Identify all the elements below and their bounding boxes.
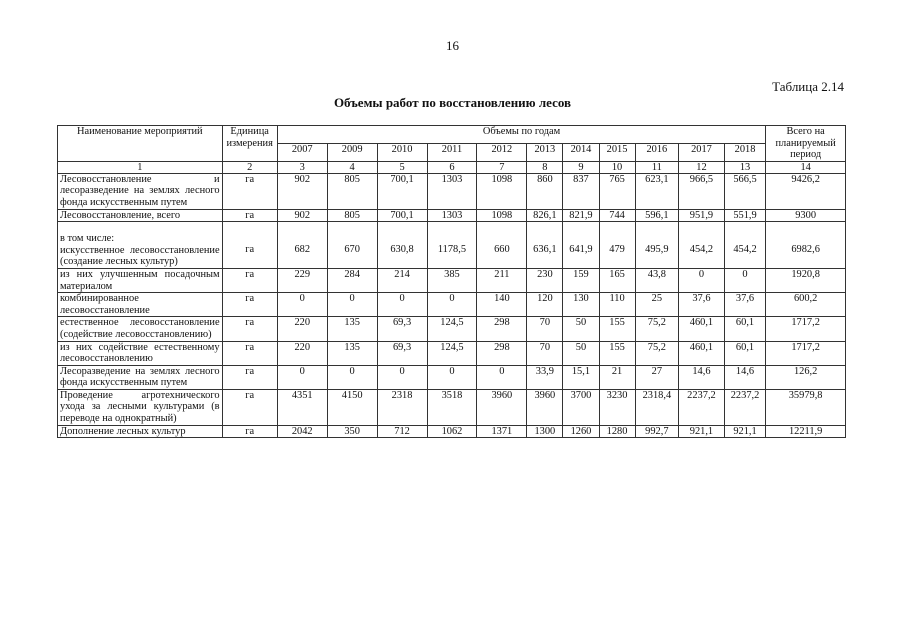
row-value: 765 <box>599 173 635 209</box>
row-value: 4150 <box>327 389 377 425</box>
row-value: 805 <box>327 209 377 222</box>
row-total: 12211,9 <box>766 425 846 438</box>
row-value: 27 <box>635 365 679 389</box>
row-total: 9426,2 <box>766 173 846 209</box>
row-value: 75,2 <box>635 317 679 341</box>
column-number: 10 <box>599 161 635 173</box>
row-value: 596,1 <box>635 209 679 222</box>
row-value: 1062 <box>427 425 477 438</box>
row-value: 214 <box>377 268 427 292</box>
row-name-text: искусственное лесовосстановление (создание лесных культур) <box>60 244 220 268</box>
row-value: 60,1 <box>724 317 765 341</box>
header-year: 2013 <box>527 143 563 161</box>
row-value: 0 <box>724 268 765 292</box>
row-value: 14,6 <box>679 365 725 389</box>
header-year: 2011 <box>427 143 477 161</box>
column-number: 12 <box>679 161 725 173</box>
row-value: 220 <box>277 341 327 365</box>
row-total: 35979,8 <box>766 389 846 425</box>
row-name-text: Лесоразведение на землях лесного фонда искусственным путем <box>60 365 220 389</box>
header-year: 2009 <box>327 143 377 161</box>
row-value: 921,1 <box>724 425 765 438</box>
row-value: 992,7 <box>635 425 679 438</box>
column-number: 8 <box>527 161 563 173</box>
row-value: 1098 <box>477 173 527 209</box>
row-value: 284 <box>327 268 377 292</box>
row-value: 120 <box>527 293 563 317</box>
row-name-text: Дополнение лесных культур <box>60 425 186 437</box>
row-value: 821,9 <box>563 209 599 222</box>
row-value: 385 <box>427 268 477 292</box>
row-value: 566,5 <box>724 173 765 209</box>
row-value: 2237,2 <box>724 389 765 425</box>
table-row <box>58 365 846 389</box>
row-value: 902 <box>277 173 327 209</box>
row-name-text: Лесовосстановление, всего <box>60 209 181 221</box>
row-value: 135 <box>327 341 377 365</box>
forest-restoration-table <box>57 125 846 438</box>
row-value: 110 <box>599 293 635 317</box>
row-value: 140 <box>477 293 527 317</box>
row-value: 0 <box>427 293 477 317</box>
header-year: 2018 <box>724 143 765 161</box>
row-value: 2042 <box>277 425 327 438</box>
row-value: 837 <box>563 173 599 209</box>
row-name-text: Лесовосстановление и лесоразведение на землях лесного фонда искусственным путем <box>60 173 220 208</box>
row-value: 155 <box>599 317 635 341</box>
row-value: 230 <box>527 268 563 292</box>
header-year: 2016 <box>635 143 679 161</box>
row-value: 805 <box>327 173 377 209</box>
row-name-text: из них содействие естественному лесовосстановлению <box>60 341 220 365</box>
row-value: 298 <box>477 317 527 341</box>
row-total: 126,2 <box>766 365 846 389</box>
table-row <box>58 425 846 438</box>
column-number: 11 <box>635 161 679 173</box>
row-value: 479 <box>599 222 635 269</box>
column-number: 7 <box>477 161 527 173</box>
header-year: 2015 <box>599 143 635 161</box>
row-name-text: Проведение агротехнического ухода за лесными культурами (в переводе на однократный) <box>60 389 220 425</box>
row-value: 630,8 <box>377 222 427 269</box>
row-total: 600,2 <box>766 293 846 317</box>
row-unit: га <box>222 268 277 292</box>
row-value: 682 <box>277 222 327 269</box>
row-total: 1717,2 <box>766 341 846 365</box>
column-number: 3 <box>277 161 327 173</box>
row-name <box>58 317 223 341</box>
header-year: 2010 <box>377 143 427 161</box>
row-value: 229 <box>277 268 327 292</box>
table-row <box>58 317 846 341</box>
row-value: 460,1 <box>679 341 725 365</box>
row-unit: га <box>222 425 277 438</box>
row-unit: га <box>222 341 277 365</box>
row-value: 4351 <box>277 389 327 425</box>
row-name <box>58 425 223 438</box>
row-value: 37,6 <box>679 293 725 317</box>
row-value: 43,8 <box>635 268 679 292</box>
header-year: 2017 <box>679 143 725 161</box>
row-value: 69,3 <box>377 341 427 365</box>
row-unit: га <box>222 317 277 341</box>
row-value: 135 <box>327 317 377 341</box>
row-value: 155 <box>599 341 635 365</box>
row-value: 70 <box>527 341 563 365</box>
row-value: 921,1 <box>679 425 725 438</box>
header-year: 2007 <box>277 143 327 161</box>
row-unit: га <box>222 173 277 209</box>
table-label: Таблица 2.14 <box>772 79 844 94</box>
row-value: 14,6 <box>724 365 765 389</box>
row-unit: га <box>222 365 277 389</box>
row-total: 9300 <box>766 209 846 222</box>
column-number: 1 <box>58 161 223 173</box>
row-value: 1371 <box>477 425 527 438</box>
row-value: 298 <box>477 341 527 365</box>
column-number: 9 <box>563 161 599 173</box>
row-value: 130 <box>563 293 599 317</box>
table-row <box>58 173 846 209</box>
row-value: 744 <box>599 209 635 222</box>
row-value: 2318,4 <box>635 389 679 425</box>
table-row <box>58 268 846 292</box>
row-value: 159 <box>563 268 599 292</box>
table-row <box>58 293 846 317</box>
row-value: 165 <box>599 268 635 292</box>
header-volumes: Объемы по годам <box>277 126 765 144</box>
row-value: 1098 <box>477 209 527 222</box>
column-number: 2 <box>222 161 277 173</box>
table-row <box>58 389 846 425</box>
column-number: 4 <box>327 161 377 173</box>
row-value: 1300 <box>527 425 563 438</box>
row-value: 660 <box>477 222 527 269</box>
header-year: 2012 <box>477 143 527 161</box>
row-value: 124,5 <box>427 317 477 341</box>
table-row <box>58 209 846 222</box>
row-value: 220 <box>277 317 327 341</box>
row-unit: га <box>222 209 277 222</box>
row-value: 0 <box>679 268 725 292</box>
row-value: 124,5 <box>427 341 477 365</box>
row-value: 1178,5 <box>427 222 477 269</box>
row-name-text: естественное лесовосстановление (содействие лесовосстановлению) <box>60 317 220 340</box>
row-value: 33,9 <box>527 365 563 389</box>
row-value: 636,1 <box>527 222 563 269</box>
row-unit: га <box>222 293 277 317</box>
row-value: 0 <box>477 365 527 389</box>
row-name-text: из них улучшенным посадочным материалом <box>60 268 220 292</box>
row-value: 966,5 <box>679 173 725 209</box>
row-name <box>58 365 223 389</box>
column-number: 13 <box>724 161 765 173</box>
row-value: 454,2 <box>679 222 725 269</box>
row-value: 2318 <box>377 389 427 425</box>
row-name <box>58 209 223 222</box>
row-name <box>58 173 223 209</box>
row-value: 37,6 <box>724 293 765 317</box>
header-total: Всего на планируемый период <box>766 126 846 162</box>
row-value: 495,9 <box>635 222 679 269</box>
row-value: 3960 <box>477 389 527 425</box>
row-value: 0 <box>327 293 377 317</box>
row-name <box>58 389 223 425</box>
row-value: 700,1 <box>377 209 427 222</box>
row-value: 350 <box>327 425 377 438</box>
row-value: 460,1 <box>679 317 725 341</box>
row-unit: га <box>222 222 277 269</box>
header-year: 2014 <box>563 143 599 161</box>
row-name-text: комбинированное лесовосстановление <box>60 293 150 316</box>
row-value: 623,1 <box>635 173 679 209</box>
header-unit: Единица измерения <box>222 126 277 162</box>
row-value: 641,9 <box>563 222 599 269</box>
row-name <box>58 293 223 317</box>
row-value: 860 <box>527 173 563 209</box>
row-value: 1260 <box>563 425 599 438</box>
row-value: 60,1 <box>724 341 765 365</box>
column-number: 5 <box>377 161 427 173</box>
row-total: 1920,8 <box>766 268 846 292</box>
row-value: 50 <box>563 341 599 365</box>
row-value: 700,1 <box>377 173 427 209</box>
row-name <box>58 341 223 365</box>
row-value: 670 <box>327 222 377 269</box>
row-value: 211 <box>477 268 527 292</box>
page-number: 16 <box>446 38 459 53</box>
row-value: 454,2 <box>724 222 765 269</box>
row-value: 1303 <box>427 209 477 222</box>
header-name: Наименование мероприятий <box>58 126 223 162</box>
row-value: 75,2 <box>635 341 679 365</box>
row-value: 0 <box>377 293 427 317</box>
row-name <box>58 268 223 292</box>
row-value: 0 <box>277 293 327 317</box>
row-unit: га <box>222 389 277 425</box>
table-row <box>58 341 846 365</box>
row-prefix: в том числе: <box>60 233 115 245</box>
row-value: 1280 <box>599 425 635 438</box>
row-value: 50 <box>563 317 599 341</box>
row-value: 2237,2 <box>679 389 725 425</box>
row-value: 1303 <box>427 173 477 209</box>
row-value: 951,9 <box>679 209 725 222</box>
row-total: 1717,2 <box>766 317 846 341</box>
column-number: 6 <box>427 161 477 173</box>
row-value: 3700 <box>563 389 599 425</box>
row-value: 70 <box>527 317 563 341</box>
row-value: 3230 <box>599 389 635 425</box>
row-value: 0 <box>327 365 377 389</box>
row-value: 21 <box>599 365 635 389</box>
row-value: 3518 <box>427 389 477 425</box>
row-name <box>58 222 223 269</box>
row-value: 551,9 <box>724 209 765 222</box>
table-row <box>58 222 846 269</box>
column-number: 14 <box>766 161 846 173</box>
row-value: 0 <box>377 365 427 389</box>
row-value: 69,3 <box>377 317 427 341</box>
row-value: 15,1 <box>563 365 599 389</box>
row-value: 0 <box>427 365 477 389</box>
row-value: 25 <box>635 293 679 317</box>
row-value: 3960 <box>527 389 563 425</box>
row-value: 826,1 <box>527 209 563 222</box>
row-total: 6982,6 <box>766 222 846 269</box>
row-value: 712 <box>377 425 427 438</box>
table-title: Объемы работ по восстановлению лесов <box>333 95 572 110</box>
row-value: 902 <box>277 209 327 222</box>
row-value: 0 <box>277 365 327 389</box>
